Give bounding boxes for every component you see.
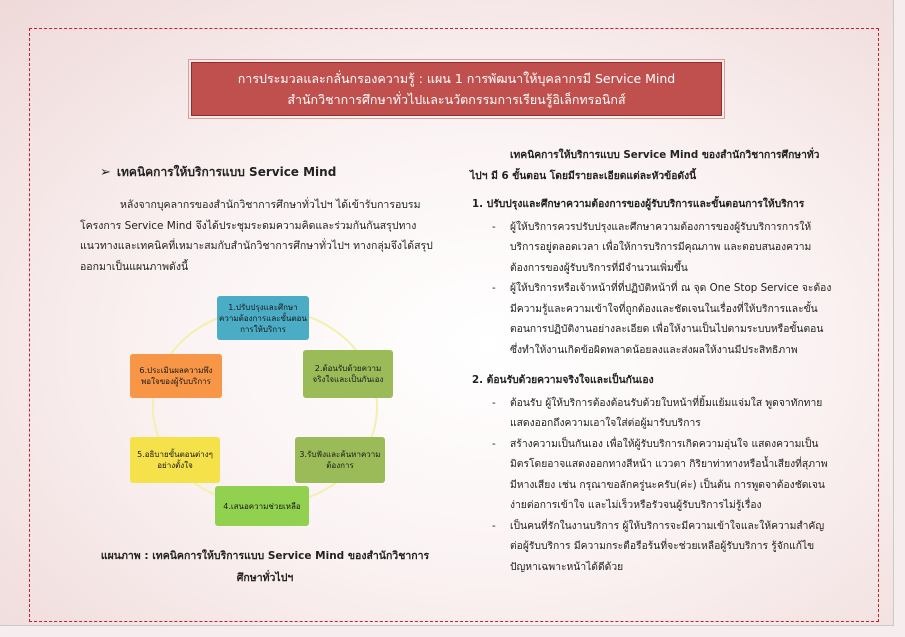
- cycle-node-5: 5.อธิบายขั้นตอนต่างๆ อย่างตั้งใจ: [130, 437, 220, 483]
- cycle-node-4: 4.เสนอความช่วยเหลือ: [215, 486, 309, 526]
- left-paragraph: หลังจากบุคลากรของสำนักวิชาการศึกษาทั่วไปฯ ได้เข้ารับการอบรมโครงการ Service Mind จึงได้ประชุมระดมความคิดและร่วมกันกันสรุปทางแนวทางและเทคนิคที่เหมาะสมกับสำนักวิชาการศึกษาทั่วไปฯ ทางกลุ่มจึงได้สรุปออกมาเป็นแผนภาพดังนี้: [80, 199, 433, 273]
- diagram-caption: แผนภาพ : เทคนิคการให้บริการแบบ Service Mind ของสำนักวิชาการศึกษาทั่วไปฯ: [100, 550, 430, 584]
- section-2-title: 2. ต้อนรับด้วยความจริงใจและเป็นกันเอง: [472, 374, 654, 386]
- right-intro: เทคนิคการให้บริการแบบ Service Mind ของสำนักวิชาการศึกษาทั่วไปฯ มี 6 ขั้นตอน โดยมีรายละเอียดแต่ละหัวข้อดังนี้: [470, 149, 820, 182]
- arrow-bullet-icon: ➢: [100, 165, 111, 180]
- section-2-item: - ต้อนรับ ผู้ให้บริการต้องต้อนรับด้วยใบหน้าที่ยิ้มแย้มแจ่มใส พูดจาทักทาย แสดงออกถึงความเอาใจใส่ต่อผู้มารับบริการ: [492, 396, 823, 429]
- section-1-item: - ผู้ให้บริการควรปรับปรุงและศึกษาความต้องการของผู้รับบริการการให้บริการอยู่ตลอดเวลา เพื่อให้การบริการมีคุณภาพ และตอบสนองความต้องการของผู้รับบริการที่มีจำนวนเพิ่มขึ้น: [492, 220, 812, 274]
- right-column: [470, 145, 835, 577]
- section-2-item: - สร้างความเป็นกันเอง เพื่อให้ผู้รับบริการเกิดความอุ่นใจ แสดงความเป็นมิตรโดยอาจแสดงออกทางสีหน้า แววตา กิริยาท่าทางหรือน้ำเสียงที่สุภาพ มีหางเสียง เช่น กรุณาขอลักครู่นะครับ(ค่ะ) เป็นต้น การพูดจาต้องชัดเจน ง่ายต่อการเข้าใจ และไม่เร็วหรือรัวจนผู้รับบริการไม่รู้เรื่อง: [492, 437, 828, 511]
- title-line-2: สำนักวิชาการศึกษาทั่วไปและนวัตกรรมการเรียนรู้อิเล็กทรอนิกส์: [287, 92, 626, 107]
- left-heading: [100, 163, 336, 182]
- cycle-node-2: 2.ต้อนรับด้วยความจริงใจและเป็นกันเอง: [303, 350, 393, 398]
- cycle-node-6: 6.ประเมินผลความพึงพอใจของผู้รับบริการ: [130, 354, 222, 398]
- left-heading-text: เทคนิคการให้บริการแบบ Service Mind: [116, 165, 337, 179]
- title-banner: [191, 62, 722, 116]
- cycle-node-1: 1.ปรับปรุงและศึกษาความต้องการและขั้นตอนการให้บริการ: [217, 296, 309, 340]
- section-1-title: 1. ปรับปรุงและศึกษาความต้องการของผู้รับบริการและขั้นตอนการให้บริการ: [472, 198, 805, 210]
- section-1-item: - ผู้ให้บริการหรือเจ้าหน้าที่ที่ปฏิบัติหน้าที่ ณ จุด One Stop Service จะต้องมีความรู้และความเข้าใจที่ถูกต้องและชัดเจนในเรื่องที่ให้บริการและขั้นตอนการปฏิบัติงานอย่างละเอียด เพื่อให้งานเป็นไปตามระบบหรือขั้นตอน ซึ่งทำให้งานเกิดข้อผิดพลาดน้อยลงและส่งผลให้งานมีประสิทธิภาพ: [492, 282, 832, 356]
- service-mind-cycle-diagram: [120, 292, 410, 532]
- title-line-1: การประมวลและกลั่นกรองความรู้ : แผน 1 การพัฒนาให้บุคลากรมี Service Mind: [237, 71, 676, 86]
- section-2-item: - เป็นคนที่รักในงานบริการ ผู้ให้บริการจะมีความเข้าใจและให้ความสำคัญต่อผู้รับบริการ มีความกระตือรือร้นที่จะช่วยเหลือผู้รับบริการ รู้จักแก้ไขปัญหาเฉพาะหน้าได้ดีด้วย: [492, 519, 825, 573]
- cycle-node-3: 3.รับฟังและค้นหาความต้องการ: [295, 437, 385, 483]
